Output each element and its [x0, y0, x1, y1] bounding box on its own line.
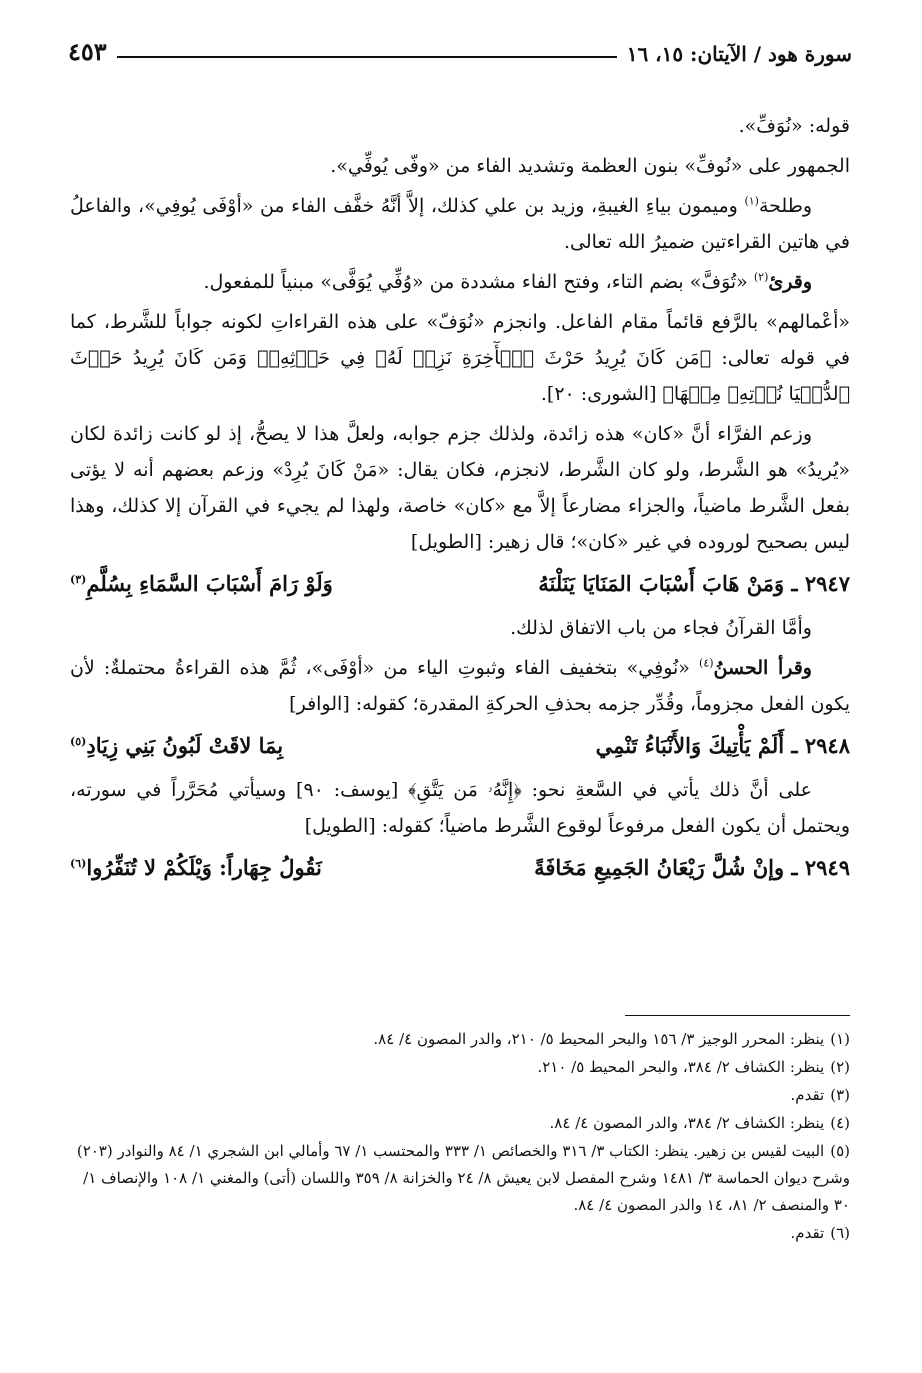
verse-first-hemistich: ٢٩٤٨ ـ أَلَمْ يَأْتِيكَ وَالأَنْبَاءُ تَنْمِي — [595, 733, 850, 758]
paragraph-text: قوله: «نُوَفِّ». — [738, 115, 850, 137]
header-title: سورة هود / الآيتان: ١٥، ١٦ — [626, 42, 852, 66]
footnote-marker: (٥) — [70, 735, 87, 748]
verse-second-hemistich — [70, 850, 322, 886]
footnote-marker: (٢) — [753, 270, 769, 284]
paragraph-text: على أنَّ ذلك يأتي في السَّعةِ نحو: ﴿إِنَّهُۥ مَن يَتَّقِ﴾ [يوسف: ٩٠] وسيأتي مُحَرَّراً في سورته، ويحتمل أن يكون الفعل مرفوعاً لوقوع الشَّرط ماضياً؛ كقوله: [الطويل] — [70, 779, 850, 837]
poetry-verse — [70, 850, 850, 886]
paragraph-text: «أعْمالهم» بالرَّفع قائماً مقام الفاعل. وانجزم «نُوَفّ» على هذه القراءاتِ لكونه جواباً للشَّرط، كما في قوله تعالى: ﴿مَن كَانَ يُرِيدُ حَرْثَ ٱلۡأٓخِرَةِ نَزِدۡ لَهُۥ فِي حَرۡثِهِۦۖ وَمَن كَانَ يُرِيدُ حَرۡثَ ٱلدُّنۡيَا نُؤۡتِهِۦ مِنۡهَا﴾ [الشورى: ٢٠]. — [70, 311, 850, 405]
poetry-verse — [70, 566, 850, 602]
footnote — [70, 1220, 850, 1247]
paragraph-text: وميمون بياءِ الغيبةِ، وزيد بن علي كذلك، إلاَّ أنَّهُ خفَّف الفاء من «أوْفَى يُوفِي»، والفاعلُ في هاتين القراءتين ضميرُ الله تعالى. — [70, 195, 850, 253]
paragraph — [70, 416, 850, 560]
main-text — [70, 108, 850, 894]
footnote-number: (١) — [830, 1030, 850, 1048]
footnote — [70, 1082, 850, 1109]
paragraph-text: «نُوفِي» بتخفيف الفاء وثبوتِ الياء من «أوْفَى»، ثُمَّ هذه القراءةُ محتملةٌ: لأن يكون الفعل مجزوماً، وقُدِّر جزمه بحذفِ الحركةِ المقدرة؛ كقوله: [الوافر] — [70, 657, 850, 715]
footnote-marker: (٣) — [70, 573, 87, 586]
verse-text: نَقُولُ جِهَاراً: وَيْلَكُمْ لا تُنَفِّرُوا — [86, 855, 322, 880]
footnote-separator — [625, 1015, 850, 1016]
verse-second-hemistich — [70, 566, 333, 602]
paragraph — [70, 650, 850, 722]
poetry-verse — [70, 728, 850, 764]
paragraph — [70, 148, 850, 184]
footnote-marker: (١) — [744, 194, 759, 208]
paragraph-text: «تُوَفَّ» بضم التاء، وفتح الفاء مشددة من «وُفِّي يُوَفَّى» مبنياً للمفعول. — [203, 271, 754, 293]
footnote-text: البيت لقيس بن زهير. ينظر: الكتاب ٣/ ٣١٦ والخصائص ١/ ٣٣٣ والمحتسب ١/ ٦٧ وأمالي ابن الشجري ١/ ٨٤ والنوادر (٢٠٣) وشرح ديوان الحماسة ٣/ ١٤٨١ وشرح المفصل لابن يعيش ٨/ ٢٤ والخزانة ٨/ ٣٥٩ واللسان (أتى) والمغني ١/ ١٠٨ والإنصاف ١/ ٣٠ والمنصف ٢/ ٨١، ١٤ والدر المصون ٤/ ٨٤. — [76, 1142, 850, 1214]
footnote-number: (٢) — [830, 1058, 850, 1076]
paragraph — [70, 188, 850, 260]
verse-text: بِمَا لاقَتْ لَبُونُ بَنِي زِيَادِ — [86, 733, 284, 758]
paragraph — [70, 610, 850, 646]
footnote — [70, 1138, 850, 1219]
verse-first-hemistich: ٢٩٤٧ ـ وَمَنْ هَابَ أَسْبَابَ المَنَايَا يَنَلْنَهُ — [538, 571, 850, 596]
paragraph — [70, 304, 850, 412]
verse-first-hemistich: ٢٩٤٩ ـ وإنْ شُلَّ رَيْعَانُ الجَمِيعِ مَخَافَةً — [534, 855, 850, 880]
verse-second-hemistich — [70, 728, 283, 764]
footnote-number: (٣) — [830, 1086, 850, 1104]
header-rule — [117, 56, 617, 58]
running-header — [68, 30, 852, 66]
paragraph-text: الجمهور على «نُوفِّ» بنون العظمة وتشديد الفاء من «وفّى يُوفِّي». — [330, 155, 850, 177]
footnote — [70, 1026, 850, 1053]
footnotes — [70, 1026, 850, 1248]
paragraph — [70, 264, 850, 300]
footnote-number: (٥) — [830, 1142, 850, 1160]
footnote-text: تقدم. — [790, 1224, 825, 1242]
footnote-number: (٦) — [830, 1224, 850, 1242]
paragraph — [70, 772, 850, 844]
footnote-text: ينظر: الكشاف ٢/ ٣٨٤، والبحر المحيط ٥/ ٢١٠. — [537, 1058, 825, 1076]
footnote-text: تقدم. — [790, 1086, 825, 1104]
verse-text: وَلَوْ رَامَ أَسْبَابَ السَّمَاءِ بِسُلَّمِ — [86, 571, 333, 596]
footnote-text: ينظر: المحرر الوجيز ٣/ ١٥٦ والبحر المحيط ٥/ ٢١٠، والدر المصون ٤/ ٨٤. — [373, 1030, 825, 1048]
footnote-text: ينظر: الكشاف ٢/ ٣٨٤، والدر المصون ٤/ ٨٤. — [549, 1114, 825, 1132]
paragraph-text: وزعم الفرَّاء أنَّ «كان» هذه زائدة، ولذلك جزم جوابه، ولعلَّ هذا لا يصحُّ، إذ لو كانت زائدة لكان «يُريدُ» هو الشَّرط، ولو كان الشَّرط، لانجزم، فكان يقال: «مَنْ كَانَ يُرِدْ» وزعم بعضهم أنه لا يؤتى بفعل الشَّرط ماضياً، والجزاء مضارعاً إلاَّ مع «كان» خاصة، ولهذا لم يجيء في القرآن إلا كذلك، وهذا ليس بصحيح لوروده في غير «كان»؛ قال زهير: [الطويل] — [70, 423, 850, 553]
paragraph — [70, 108, 850, 144]
footnote — [70, 1110, 850, 1137]
paragraph-text: وأمَّا القرآنُ فجاء من باب الاتفاق لذلك. — [510, 617, 812, 639]
footnote-marker: (٦) — [70, 857, 87, 870]
footnote-number: (٤) — [830, 1114, 850, 1132]
paragraph-lead: وقرأ الحسنُ — [713, 657, 812, 679]
paragraph-text: وطلحة — [758, 195, 812, 217]
footnote — [70, 1054, 850, 1081]
page-number: ٤٥٣ — [68, 37, 107, 66]
paragraph-lead: وقرئ — [768, 271, 812, 293]
footnote-marker: (٤) — [699, 656, 714, 670]
